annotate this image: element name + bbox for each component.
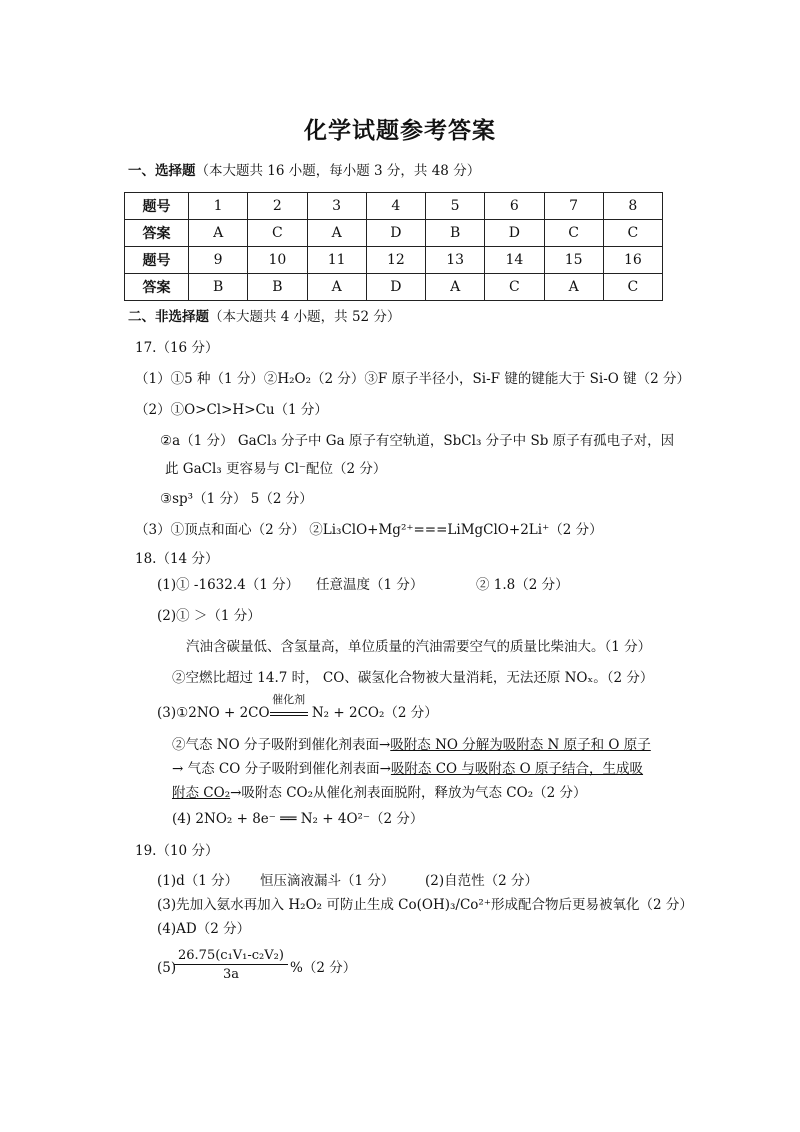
fraction-numerator: 26.75(c₁V₁-c₂V₂) bbox=[174, 948, 288, 965]
q17-line-2: （2）①O>Cl>H>Cu（1 分） bbox=[135, 402, 328, 418]
q19-line-3: (4)AD（2 分） bbox=[157, 921, 251, 937]
table-row-answers-2 bbox=[125, 274, 663, 301]
table-cell: 14 bbox=[485, 247, 544, 274]
section-1-heading bbox=[128, 163, 480, 179]
table-cell: 6 bbox=[485, 193, 544, 220]
q18-line-7a: → 气态 CO 分子吸附到催化剂表面→ bbox=[172, 761, 391, 777]
table-row-answers-1 bbox=[125, 220, 663, 247]
table-cell: 1 bbox=[189, 193, 248, 220]
table-cell: C bbox=[603, 274, 662, 301]
table-cell: A bbox=[426, 274, 485, 301]
catalyst-label: 催化剂 bbox=[272, 693, 306, 706]
q18-heading: 18.（14 分） bbox=[135, 551, 219, 567]
q18-line-1a: (1)① -1632.4（1 分） bbox=[157, 577, 300, 593]
q17-line-1: （1）①5 种（1 分）②H₂O₂（2 分）③F 原子半径小，Si-F 键的键能大于 Si-O 键（2 分） bbox=[135, 371, 690, 387]
table-cell: A bbox=[189, 220, 248, 247]
table-cell: A bbox=[307, 274, 366, 301]
section-2-title: 二、非选择题 bbox=[128, 309, 209, 325]
table-cell: D bbox=[485, 220, 544, 247]
q18-line-2: (2)① ＞（1 分） bbox=[157, 608, 261, 624]
q18-line-8b: →吸附态 CO₂从催化剂表面脱附，释放为气态 CO₂（2 分） bbox=[230, 785, 587, 801]
table-cell: 11 bbox=[307, 247, 366, 274]
q18-line-9: (4) 2NO₂ + 8e⁻ ══ N₂ + 4O²⁻（2 分） bbox=[172, 811, 424, 827]
q17-line-4: 此 GaCl₃ 更容易与 Cl⁻配位（2 分） bbox=[165, 461, 387, 477]
table-cell: B bbox=[426, 220, 485, 247]
table-cell: C bbox=[248, 220, 307, 247]
table-cell: 15 bbox=[544, 247, 603, 274]
table-cell: A bbox=[307, 220, 366, 247]
table-cell: 2 bbox=[248, 193, 307, 220]
q18-eq-left: (3)①2NO + 2CO bbox=[157, 705, 270, 721]
table-row-questions-1 bbox=[125, 193, 663, 220]
q19-line-4-prefix: (5) bbox=[157, 960, 177, 976]
q18-line-1c: ② 1.8（2 分） bbox=[476, 577, 569, 593]
table-cell: 13 bbox=[426, 247, 485, 274]
table-cell: 5 bbox=[426, 193, 485, 220]
q19-line-4-suffix: %（2 分） bbox=[290, 960, 357, 976]
catalyst-arrow bbox=[270, 693, 308, 721]
q19-line-1a: (1)d（1 分） bbox=[157, 873, 239, 889]
table-cell: A bbox=[544, 274, 603, 301]
table-cell: 7 bbox=[544, 193, 603, 220]
table-cell: 4 bbox=[366, 193, 425, 220]
q18-line-5 bbox=[157, 693, 438, 721]
q18-line-7b: 吸附态 CO 与吸附态 O 原子结合，生成吸 bbox=[390, 761, 644, 777]
q19-line-1c: (2)自范性（2 分） bbox=[425, 873, 539, 889]
table-cell: D bbox=[366, 220, 425, 247]
table-cell: 10 bbox=[248, 247, 307, 274]
table-cell: C bbox=[485, 274, 544, 301]
equals-sign bbox=[270, 712, 308, 716]
q19-line-2: (3)先加入氨水再加入 H₂O₂ 可防止生成 Co(OH)₃/Co²⁺形成配合物后更易被氧化（2 分） bbox=[157, 897, 693, 913]
q17-line-5: ③sp³（1 分） 5（2 分） bbox=[160, 491, 313, 507]
q18-line-3: 汽油含碳量低、含氢量高，单位质量的汽油需要空气的质量比柴油大。（1 分） bbox=[186, 639, 652, 655]
section-2-note: （本大题共 4 小题，共 52 分） bbox=[209, 309, 401, 325]
fraction-denominator: 3a bbox=[222, 967, 239, 982]
table-cell: C bbox=[603, 220, 662, 247]
section-2-heading bbox=[128, 309, 400, 325]
table-cell: 3 bbox=[307, 193, 366, 220]
row-label: 答案 bbox=[125, 274, 189, 301]
table-cell: 16 bbox=[603, 247, 662, 274]
page-title: 化学试题参考答案 bbox=[304, 118, 496, 144]
fraction bbox=[174, 948, 288, 982]
q17-line-6: （3）①顶点和面心（2 分） ②Li₃ClO+Mg²⁺===LiMgClO+2Li⁺（2 分） bbox=[135, 522, 603, 538]
section-1-note: （本大题共 16 小题，每小题 3 分，共 48 分） bbox=[195, 163, 481, 179]
q17-heading: 17.（16 分） bbox=[135, 340, 219, 356]
q19-line-1b: 恒压滴液漏斗（1 分） bbox=[260, 873, 395, 889]
table-cell: 12 bbox=[366, 247, 425, 274]
table-cell: D bbox=[366, 274, 425, 301]
q18-line-6 bbox=[172, 737, 651, 753]
row-label: 题号 bbox=[125, 247, 189, 274]
table-cell: C bbox=[544, 220, 603, 247]
q18-line-4: ②空燃比超过 14.7 时， CO、碳氢化合物被大量消耗，无法还原 NOₓ。（2 分） bbox=[172, 670, 654, 686]
section-1-title: 一、选择题 bbox=[128, 163, 196, 179]
q18-line-8a: 附态 CO₂ bbox=[172, 785, 231, 801]
q18-line-6b: 吸附态 NO 分解为吸附态 N 原子和 O 原子 bbox=[390, 737, 651, 753]
row-label: 题号 bbox=[125, 193, 189, 220]
table-cell: B bbox=[248, 274, 307, 301]
q18-line-6a: ②气态 NO 分子吸附到催化剂表面→ bbox=[172, 737, 391, 753]
q18-line-8 bbox=[172, 785, 587, 801]
table-row-questions-2 bbox=[125, 247, 663, 274]
q19-heading: 19.（10 分） bbox=[135, 843, 219, 859]
table-cell: B bbox=[189, 274, 248, 301]
table-cell: 9 bbox=[189, 247, 248, 274]
q18-line-7 bbox=[172, 761, 643, 777]
q18-eq-right: N₂ + 2CO₂（2 分） bbox=[307, 705, 438, 721]
answer-table bbox=[124, 192, 663, 301]
table-cell: 8 bbox=[603, 193, 662, 220]
row-label: 答案 bbox=[125, 220, 189, 247]
q17-line-3: ②a（1 分） GaCl₃ 分子中 Ga 原子有空轨道，SbCl₃ 分子中 Sb 原子有孤电子对，因 bbox=[160, 433, 675, 449]
q18-line-1b: 任意温度（1 分） bbox=[316, 577, 424, 593]
